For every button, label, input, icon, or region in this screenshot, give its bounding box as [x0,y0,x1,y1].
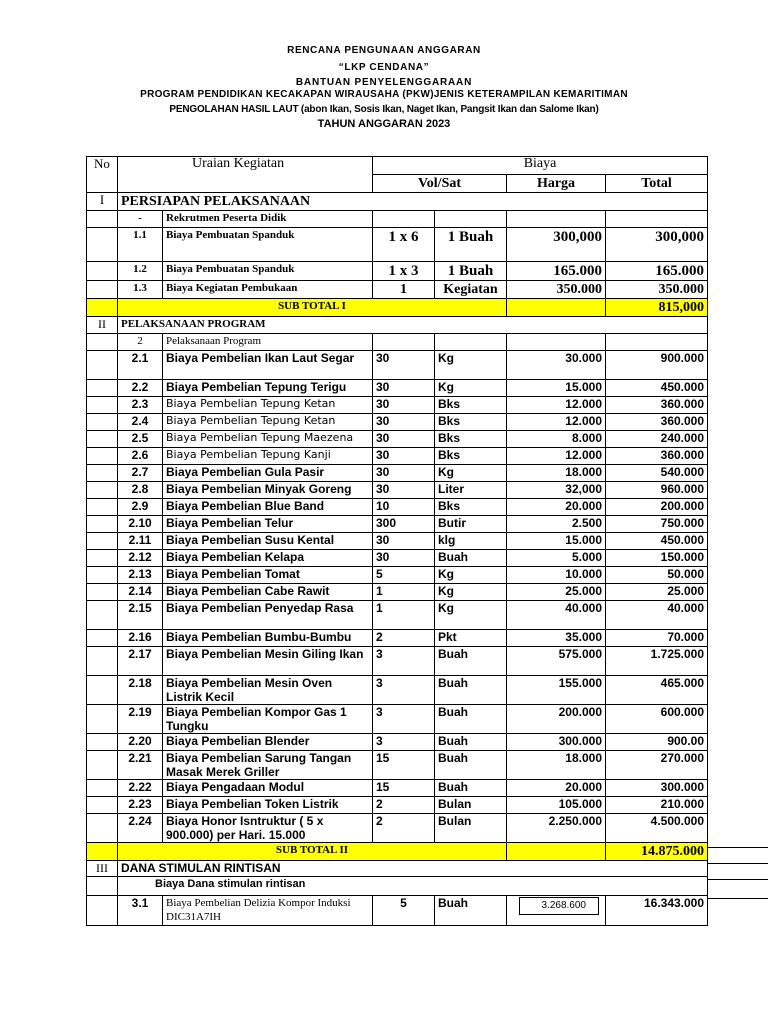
row-total: 360.000 [606,448,708,465]
table-row [87,465,708,482]
row-total: 210.000 [606,797,708,814]
row-uraian: Biaya Pembuatan Spanduk [163,228,373,262]
table-row [87,228,708,262]
row-no: 2.16 [118,630,163,647]
row-sat: 1 Buah [435,262,507,281]
row-harga: 165.000 [507,262,606,281]
row-no: 2.13 [118,567,163,584]
row-sat: Buah [435,751,507,780]
table-row [87,351,708,380]
doc-title: RENCANA PENGUNAAN ANGGARAN [287,45,481,56]
section1-no: I [87,193,118,211]
stray-line [707,879,768,880]
row-harga: 12.000 [507,448,606,465]
row-vol: 1 x 6 [373,228,435,262]
row-harga: 12.000 [507,397,606,414]
section2-row [87,317,708,334]
row-sat: Kg [435,567,507,584]
row-vol: 30 [373,533,435,550]
row-harga: 575.000 [507,647,606,676]
row-total: 1.725.000 [606,647,708,676]
section2-sub-row [87,334,708,351]
row-uraian: Biaya Pembelian Tepung Kanji [163,448,373,465]
table-row [87,482,708,499]
row-uraian: Biaya Pembelian Tepung Maezena [163,431,373,448]
table-row [87,601,708,630]
row-harga: 300.000 [507,734,606,751]
subtotal-row [87,299,708,317]
row-sat: Kg [435,380,507,397]
row-harga: 350.000 [507,281,606,299]
row-vol: 30 [373,550,435,567]
row-no: 2.22 [118,780,163,797]
row-sat: Kg [435,351,507,380]
row-total: 150.000 [606,550,708,567]
row-sat: Bulan [435,814,507,843]
row-no: 2.23 [118,797,163,814]
row-no: 2.24 [118,814,163,843]
row-vol: 15 [373,780,435,797]
header-biaya: Biaya [373,157,708,175]
row-vol: 3 [373,676,435,705]
row-sat: Kegiatan [435,281,507,299]
row-vol: 30 [373,482,435,499]
row-total: 300.000 [606,780,708,797]
row-harga: 2.500 [507,516,606,533]
table-row [87,533,708,550]
institution-name: “LKP CENDANA” [338,62,430,73]
row-total: 600.000 [606,705,708,734]
row-sat: Bks [435,448,507,465]
row-harga: 300,000 [507,228,606,262]
row-no: 2.5 [118,431,163,448]
row-no: 3.1 [118,896,163,926]
section1-sub-row [87,211,708,228]
subtotal-value: 14.875.000 [606,843,708,861]
row-total: 70.000 [606,630,708,647]
row-sat: klg [435,533,507,550]
table-row [87,676,708,705]
row-vol: 30 [373,431,435,448]
row-total: 750.000 [606,516,708,533]
row-uraian: Biaya Pembelian Blender [163,734,373,751]
section1-row [87,193,708,211]
row-sat: Liter [435,482,507,499]
row-no: 2.21 [118,751,163,780]
row-harga: 12.000 [507,414,606,431]
row-total: 465.000 [606,676,708,705]
row-uraian: Biaya Pembelian Tepung Ketan [163,414,373,431]
row-harga: 15.000 [507,533,606,550]
stray-line [707,863,768,864]
row-vol: 30 [373,351,435,380]
row-vol: 2 [373,797,435,814]
row-uraian: Biaya Pembuatan Spanduk [163,262,373,281]
row-vol: 1 [373,281,435,299]
table-row [87,397,708,414]
row-no: 2.1 [118,351,163,380]
row-total: 270.000 [606,751,708,780]
row-uraian: Biaya Pembelian Sarung Tangan Masak Merek Griller [163,751,373,780]
section3-title: DANA STIMULAN RINTISAN [118,861,708,877]
row-sat: Bulan [435,797,507,814]
row-no: 2.10 [118,516,163,533]
program-name: PROGRAM PENDIDIKAN KECAKAPAN WIRAUSAHA (PKW)JENIS KETERAMPILAN KEMARITIMAN [140,89,628,100]
row-no: 2.7 [118,465,163,482]
budget-table [86,156,708,926]
section1-sub-no: - [118,211,163,228]
row-uraian: Biaya Pembelian Tomat [163,567,373,584]
row-uraian: Biaya Pembelian Kelapa [163,550,373,567]
table-row [87,448,708,465]
row-vol: 30 [373,465,435,482]
stray-line [707,898,768,899]
row-vol: 1 [373,601,435,630]
row-vol: 3 [373,705,435,734]
row-no: 2.2 [118,380,163,397]
section3-sub-row [87,877,708,896]
row-total: 350.000 [606,281,708,299]
table-row [87,630,708,647]
section2-title: PELAKSANAAN PROGRAM [118,317,708,334]
row-vol: 30 [373,414,435,431]
subtotal-value: 815,000 [606,299,708,317]
row-harga: 105.000 [507,797,606,814]
harga-box-cell [507,896,606,926]
row-total: 200.000 [606,499,708,516]
row-sat: Buah [435,896,507,926]
row-harga: 5.000 [507,550,606,567]
row-uraian: Biaya Kegiatan Pembukaan [163,281,373,299]
row-uraian: Biaya Pembelian Minyak Goreng [163,482,373,499]
row-vol: 1 [373,584,435,601]
row-sat: Kg [435,465,507,482]
row-uraian: Biaya Pembelian Delizia Kompor Induksi DIC31A7IH [163,896,373,926]
header-total: Total [606,175,708,193]
row-sat: Buah [435,734,507,751]
row-harga: 2.250.000 [507,814,606,843]
row-sat: Bks [435,499,507,516]
row-uraian: Biaya Pembelian Ikan Laut Segar [163,351,373,380]
row-sat: Bks [435,397,507,414]
row-uraian: Biaya Pengadaan Modul [163,780,373,797]
row-vol: 30 [373,397,435,414]
header-harga: Harga [507,175,606,193]
subtotal-label: SUB TOTAL I [118,299,507,317]
table-row [87,380,708,397]
section2-sub-no: 2 [118,334,163,351]
row-no: 2.18 [118,676,163,705]
row-total: 960.000 [606,482,708,499]
row-vol: 5 [373,896,435,926]
table-row [87,414,708,431]
section3-no: III [87,861,118,877]
row-sat: Butir [435,516,507,533]
row-total: 25.000 [606,584,708,601]
section2-sub-title: Pelaksanaan Program [163,334,373,351]
row-total: 900.00 [606,734,708,751]
row-uraian: Biaya Pembelian Gula Pasir [163,465,373,482]
table-row [87,780,708,797]
row-sat: Pkt [435,630,507,647]
row-no: 2.19 [118,705,163,734]
row-total: 300,000 [606,228,708,262]
row-sat: Bks [435,431,507,448]
row-total: 360.000 [606,397,708,414]
row-uraian: Biaya Pembelian Blue Band [163,499,373,516]
doc-subtitle: BANTUAN PENYELENGGARAAN [295,77,473,88]
row-sat: Bks [435,414,507,431]
row-uraian: Biaya Pembelian Bumbu-Bumbu [163,630,373,647]
row-vol: 1 x 3 [373,262,435,281]
row-no: 2.4 [118,414,163,431]
row-no: 2.8 [118,482,163,499]
row-no: 2.15 [118,601,163,630]
row-uraian: Biaya Pembelian Kompor Gas 1 Tungku [163,705,373,734]
section2-no: II [87,317,118,334]
row-sat: Buah [435,676,507,705]
row-no: 2.12 [118,550,163,567]
row-harga: 200.000 [507,705,606,734]
table-row [87,797,708,814]
row-harga: 20.000 [507,499,606,516]
table-row [87,550,708,567]
row-sat: Buah [435,705,507,734]
header-row [87,157,708,175]
table-row [87,751,708,780]
row-harga: 30.000 [507,351,606,380]
row-harga: 32,000 [507,482,606,499]
table-row [87,647,708,676]
table-row [87,499,708,516]
table-row [87,516,708,533]
subtotal-row [87,843,708,861]
row-total: 50.000 [606,567,708,584]
row-uraian: Biaya Pembelian Token Listrik [163,797,373,814]
row-harga: 20.000 [507,780,606,797]
row-sat: Kg [435,601,507,630]
row-total: 450.000 [606,533,708,550]
row-total: 450.000 [606,380,708,397]
row-total: 360.000 [606,414,708,431]
row-no: 2.6 [118,448,163,465]
row-uraian: Biaya Pembelian Tepung Ketan [163,397,373,414]
row-total: 40.000 [606,601,708,630]
row-no: 1.1 [118,228,163,262]
row-vol: 300 [373,516,435,533]
row-uraian: Biaya Pembelian Cabe Rawit [163,584,373,601]
section1-title: PERSIAPAN PELAKSANAAN [118,193,708,211]
row-sat: Buah [435,647,507,676]
section3-sub-title: Biaya Dana stimulan rintisan [118,877,708,896]
header-volsat: Vol/Sat [373,175,507,193]
table-row [87,734,708,751]
table-row [87,896,708,926]
row-harga: 40.000 [507,601,606,630]
row-total: 900.000 [606,351,708,380]
row-uraian: Biaya Pembelian Telur [163,516,373,533]
table-row [87,705,708,734]
header-no: No [87,157,118,193]
stray-line [707,847,768,848]
table-row [87,281,708,299]
row-sat: Kg [435,584,507,601]
row-vol: 15 [373,751,435,780]
row-vol: 5 [373,567,435,584]
row-no: 1.2 [118,262,163,281]
row-harga: 3.268.600 [519,897,599,915]
program-detail: PENGOLAHAN HASIL LAUT (abon Ikan, Sosis Ikan, Naget Ikan, Pangsit Ikan dan Salome Ikan) [169,104,599,115]
row-vol: 10 [373,499,435,516]
row-harga: 10.000 [507,567,606,584]
table-row [87,567,708,584]
row-total: 540.000 [606,465,708,482]
row-vol: 3 [373,734,435,751]
fiscal-year: TAHUN ANGGARAN 2023 [317,118,451,130]
row-uraian: Biaya Pembelian Mesin Oven Listrik Kecil [163,676,373,705]
row-no: 2.9 [118,499,163,516]
row-vol: 2 [373,814,435,843]
row-harga: 15.000 [507,380,606,397]
row-harga: 35.000 [507,630,606,647]
table-row [87,584,708,601]
row-harga: 8.000 [507,431,606,448]
row-harga: 25.000 [507,584,606,601]
row-harga: 155.000 [507,676,606,705]
row-no: 2.20 [118,734,163,751]
subtotal-label: SUB TOTAL II [118,843,507,861]
row-sat: 1 Buah [435,228,507,262]
table-row [87,262,708,281]
table-row [87,431,708,448]
row-uraian: Biaya Pembelian Mesin Giling Ikan [163,647,373,676]
row-vol: 3 [373,647,435,676]
row-vol: 2 [373,630,435,647]
row-harga: 18.000 [507,751,606,780]
row-total: 4.500.000 [606,814,708,843]
section1-sub-title: Rekrutmen Peserta Didik [163,211,373,228]
row-total: 16.343.000 [606,896,708,926]
row-sat: Buah [435,550,507,567]
row-vol: 30 [373,380,435,397]
row-uraian: Biaya Pembelian Susu Kental [163,533,373,550]
section3-row [87,861,708,877]
row-vol: 30 [373,448,435,465]
row-uraian: Biaya Pembelian Tepung Terigu [163,380,373,397]
row-total: 240.000 [606,431,708,448]
table-row [87,814,708,843]
row-sat: Buah [435,780,507,797]
row-harga: 18.000 [507,465,606,482]
row-no: 2.3 [118,397,163,414]
row-no: 2.17 [118,647,163,676]
header-uraian: Uraian Kegiatan [118,157,373,193]
row-total: 165.000 [606,262,708,281]
row-uraian: Biaya Pembelian Penyedap Rasa [163,601,373,630]
row-no: 1.3 [118,281,163,299]
row-uraian: Biaya Honor Isntruktur ( 5 x 900.000) per Hari. 15.000 [163,814,373,843]
row-no: 2.11 [118,533,163,550]
row-no: 2.14 [118,584,163,601]
